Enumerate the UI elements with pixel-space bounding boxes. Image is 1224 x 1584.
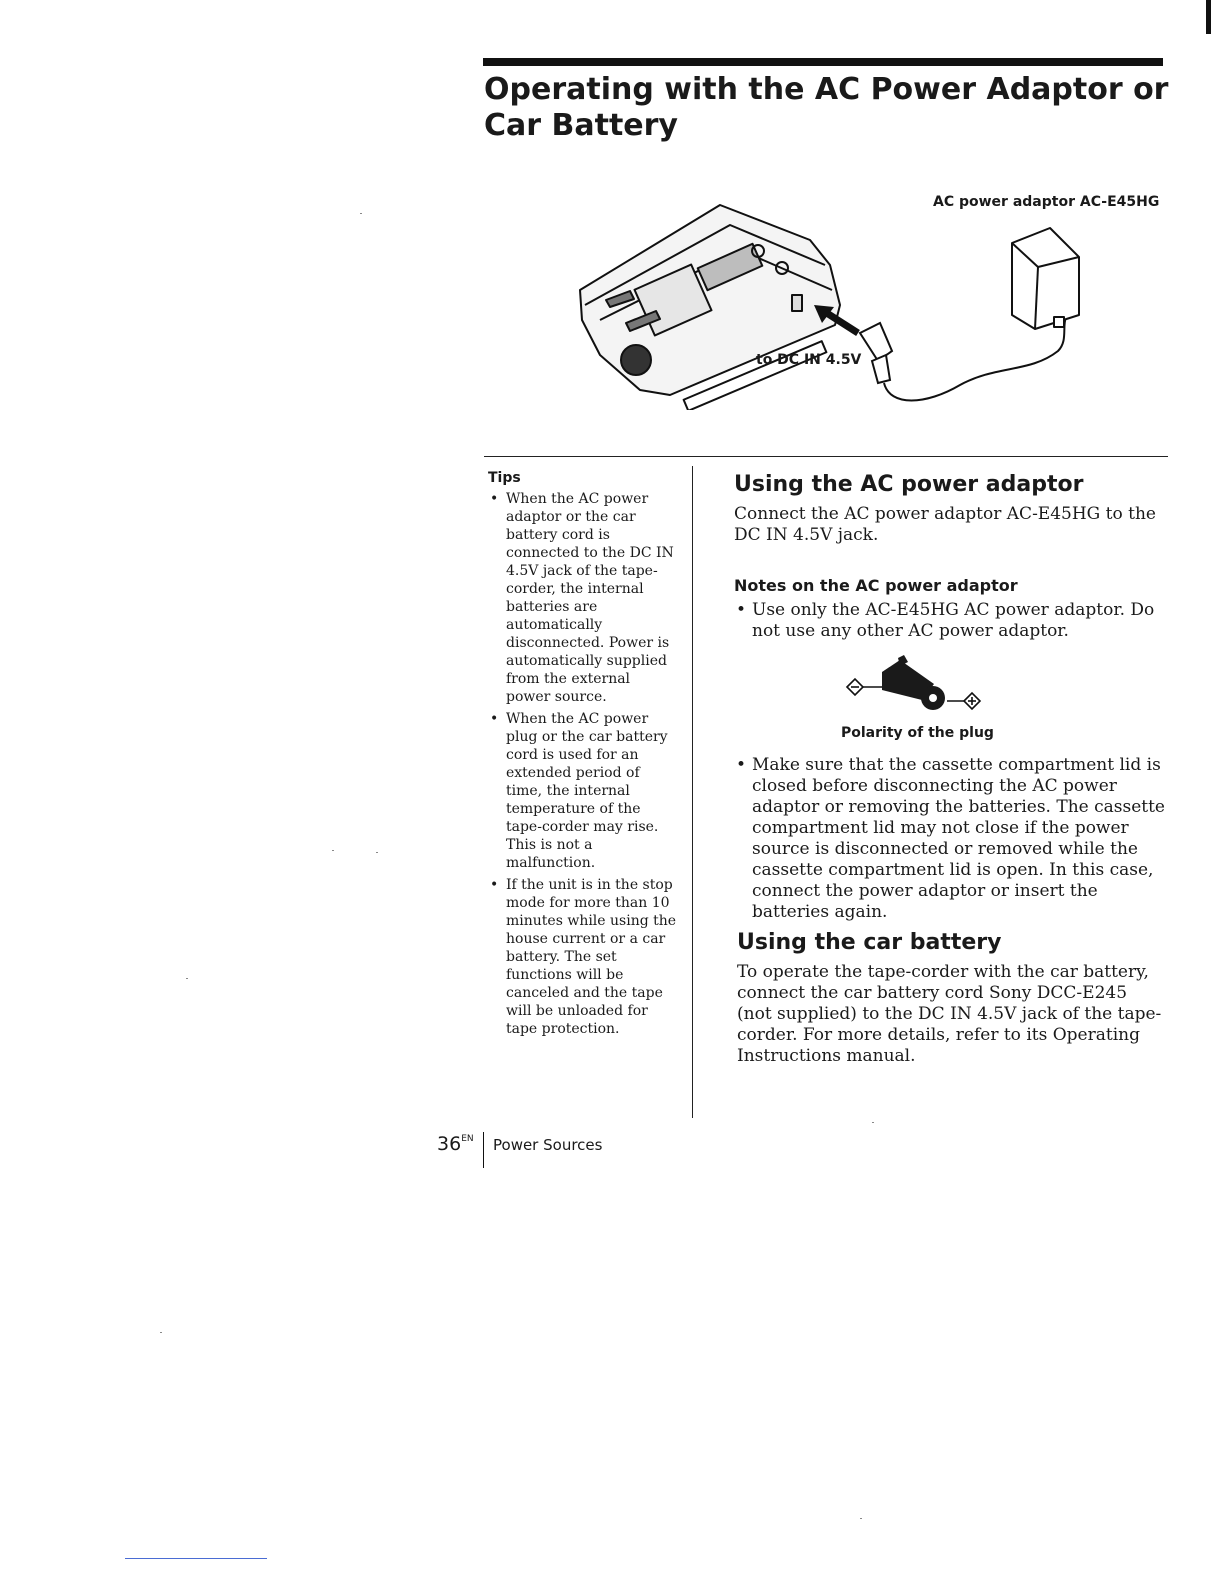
notes-title: Notes on the AC power adaptor (734, 576, 1018, 595)
dc-in-label: to DC IN 4.5V (756, 352, 862, 368)
scan-speck (360, 213, 362, 214)
scan-speck (160, 1332, 162, 1333)
car-section-title: Using the car battery (737, 930, 1002, 955)
page-title: Operating with the AC Power Adaptor or Car Battery (484, 72, 1169, 143)
tip-item: • When the AC power plug or the car battery cord is used for an extended period of time, the internal temperature of the tape-corder may rise. This is not a malfunction. (488, 710, 678, 872)
notes-list (734, 600, 1166, 642)
tape-corder-adaptor-illustration (560, 195, 1160, 410)
column-divider (692, 466, 693, 1118)
polarity-caption: Polarity of the plug (841, 725, 994, 741)
notes-list (734, 755, 1166, 923)
ac-section-title: Using the AC power adaptor (734, 472, 1084, 497)
plug-polarity-icon (842, 652, 982, 722)
note-item: • Make sure that the cassette compartment lid is closed before disconnecting the AC power adaptor or removing the batteries. The cassette compartment lid may not close if the power source is disconnected or removed while the cassette compartment lid is open. In this case, connect the power adaptor or insert the batteries again. (734, 755, 1166, 923)
scan-speck (860, 1518, 862, 1519)
scan-speck (376, 852, 378, 853)
section-rule (484, 456, 1168, 457)
ac-section-text: Connect the AC power adaptor AC-E45HG to the DC IN 4.5V jack. (734, 504, 1156, 545)
dc-plug (860, 323, 892, 383)
ac-adaptor-unit (1012, 228, 1079, 329)
tips-list (488, 490, 678, 1038)
title-rule (483, 58, 1163, 66)
note-item: • Use only the AC-E45HG AC power adaptor. Do not use any other AC power adaptor. (734, 600, 1166, 642)
figure-caption: AC power adaptor AC-E45HG (933, 194, 1160, 210)
tips-title: Tips (488, 470, 521, 486)
adaptor-cord (884, 317, 1066, 401)
footer-divider (483, 1132, 484, 1168)
section-footer: Power Sources (493, 1136, 603, 1154)
scan-speck (332, 850, 334, 851)
page-number: $36^{EN}$ (437, 1133, 474, 1155)
scan-speck (186, 978, 188, 979)
scan-speck (872, 1122, 874, 1123)
page-edge-tab (1206, 0, 1211, 34)
car-section-text: To operate the tape-corder with the car battery, connect the car battery cord Sony DCC-E245 (not supplied) to the DC IN 4.5V jack of the tape-corder. For more details, refer to its Operating Instructions manual. (737, 962, 1162, 1066)
tip-item: • When the AC power adaptor or the car battery cord is connected to the DC IN 4.5V jack of the tape-corder, the internal batteries are automatically disconnected. Power is automatically supplied from the external power source. (488, 490, 678, 706)
scan-link-line (125, 1558, 267, 1559)
tip-item: • If the unit is in the stop mode for more than 10 minutes while using the house current or a car battery. The set functions will be canceled and the tape will be unloaded for tape protection. (488, 876, 678, 1038)
tips-block (488, 470, 678, 1042)
